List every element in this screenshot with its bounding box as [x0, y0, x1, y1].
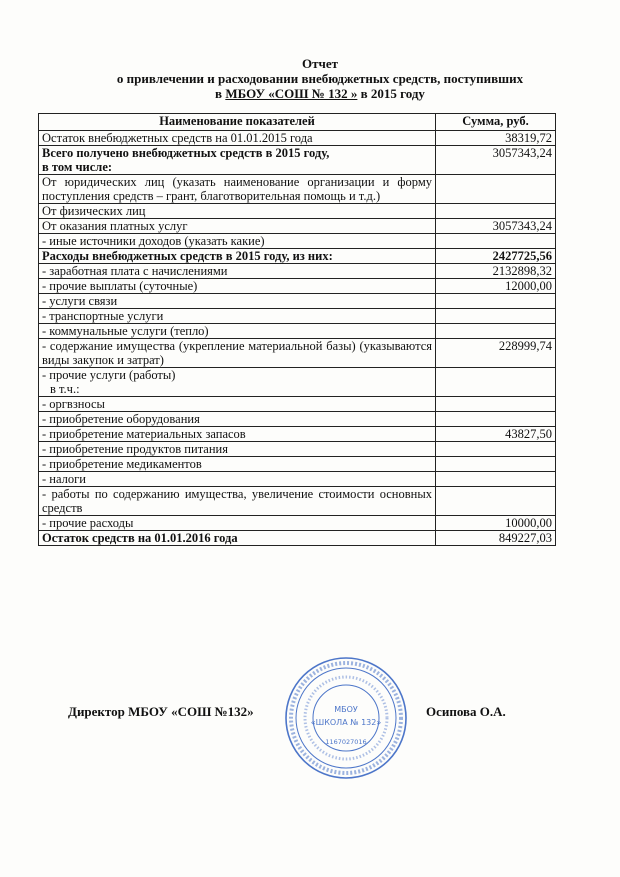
row-name: - налоги [39, 472, 436, 487]
row-amount [436, 324, 556, 339]
subtitle-suffix: в 2015 году [357, 86, 425, 101]
row-name [39, 368, 436, 397]
table-row [39, 487, 556, 516]
row-amount: 849227,03 [436, 531, 556, 546]
table-row [39, 249, 556, 264]
row-name: - прочие выплаты (суточные) [39, 279, 436, 294]
organization-name: МБОУ «СОШ № 132 » [225, 86, 358, 101]
table-row [39, 531, 556, 546]
row-amount [436, 309, 556, 324]
row-amount: 10000,00 [436, 516, 556, 531]
row-name: От юридических лиц (указать наименование организации и форму поступления средств – грант, благотворительная помощь и т.д.) [39, 175, 436, 204]
table-row [39, 368, 556, 397]
table-row [39, 397, 556, 412]
table-row [39, 339, 556, 368]
signature-position: Директор МБОУ «СОШ №132» [68, 704, 254, 719]
col-name-header: Наименование показателей [39, 114, 436, 131]
row-name: - транспортные услуги [39, 309, 436, 324]
table-row [39, 264, 556, 279]
row-name-line1: Всего получено внебюджетных средств в 2015 году, [42, 146, 330, 160]
subtitle-prefix: в [215, 86, 226, 101]
table-header-row [39, 114, 556, 131]
table-row [39, 457, 556, 472]
official-seal [283, 655, 409, 781]
row-name: - коммунальные услуги (тепло) [39, 324, 436, 339]
table-row [39, 472, 556, 487]
row-name: - услуги связи [39, 294, 436, 309]
row-name: - приобретение оборудования [39, 412, 436, 427]
table-row [39, 175, 556, 204]
table-row [39, 427, 556, 442]
table-row [39, 219, 556, 234]
table-row [39, 204, 556, 219]
row-amount [436, 397, 556, 412]
table-row [39, 279, 556, 294]
row-amount [436, 175, 556, 204]
row-amount: 12000,00 [436, 279, 556, 294]
row-name: - оргвзносы [39, 397, 436, 412]
row-name: От оказания платных услуг [39, 219, 436, 234]
row-amount: 2427725,56 [436, 249, 556, 264]
report-subtitle-org [10, 86, 620, 101]
row-amount: 38319,72 [436, 131, 556, 146]
table-row [39, 442, 556, 457]
signature-name: Осипова О.А. [426, 704, 506, 719]
row-amount [436, 487, 556, 516]
row-name-line2: в том числе: [42, 160, 113, 174]
seal-text-bottom: «ШКОЛА № 132» [310, 718, 382, 727]
row-amount [436, 368, 556, 397]
row-name: - приобретение продуктов питания [39, 442, 436, 457]
row-name-line2: в т.ч.: [50, 382, 80, 396]
row-amount: 3057343,24 [436, 146, 556, 175]
row-amount [436, 294, 556, 309]
row-name: - иные источники доходов (указать какие) [39, 234, 436, 249]
col-amount-header: Сумма, руб. [436, 114, 556, 131]
table-row [39, 294, 556, 309]
table-row [39, 412, 556, 427]
row-name: Остаток внебюджетных средств на 01.01.2015 года [39, 131, 436, 146]
table-row [39, 516, 556, 531]
table-row [39, 234, 556, 249]
row-amount: 43827,50 [436, 427, 556, 442]
row-amount [436, 204, 556, 219]
seal-number: 1167027016 [325, 738, 367, 746]
table-row [39, 131, 556, 146]
row-amount [436, 234, 556, 249]
table-row [39, 146, 556, 175]
row-amount: 228999,74 [436, 339, 556, 368]
row-name: - прочие расходы [39, 516, 436, 531]
row-amount [436, 442, 556, 457]
row-amount [436, 472, 556, 487]
report-title: Отчет [302, 56, 338, 71]
row-name: - содержание имущества (укрепление материальной базы) (указываются виды закупок и затрат) [39, 339, 436, 368]
row-amount: 3057343,24 [436, 219, 556, 234]
row-name: - заработная плата с начислениями [39, 264, 436, 279]
table-row [39, 324, 556, 339]
row-name: - приобретение материальных запасов [39, 427, 436, 442]
row-name: Остаток средств на 01.01.2016 года [39, 531, 436, 546]
seal-text-top: МБОУ [334, 705, 358, 714]
row-name: От физических лиц [39, 204, 436, 219]
row-amount: 2132898,32 [436, 264, 556, 279]
report-subtitle: о привлечении и расходовании внебюджетных средств, поступивших [116, 71, 524, 86]
row-name: - приобретение медикаментов [39, 457, 436, 472]
row-name: Расходы внебюджетных средств в 2015 году, из них: [39, 249, 436, 264]
report-table [38, 113, 556, 546]
row-amount [436, 412, 556, 427]
table-row [39, 309, 556, 324]
row-name: - работы по содержанию имущества, увеличение стоимости основных средств [39, 487, 436, 516]
row-name [39, 146, 436, 175]
row-amount [436, 457, 556, 472]
row-name-line1: - прочие услуги (работы) [42, 368, 176, 382]
